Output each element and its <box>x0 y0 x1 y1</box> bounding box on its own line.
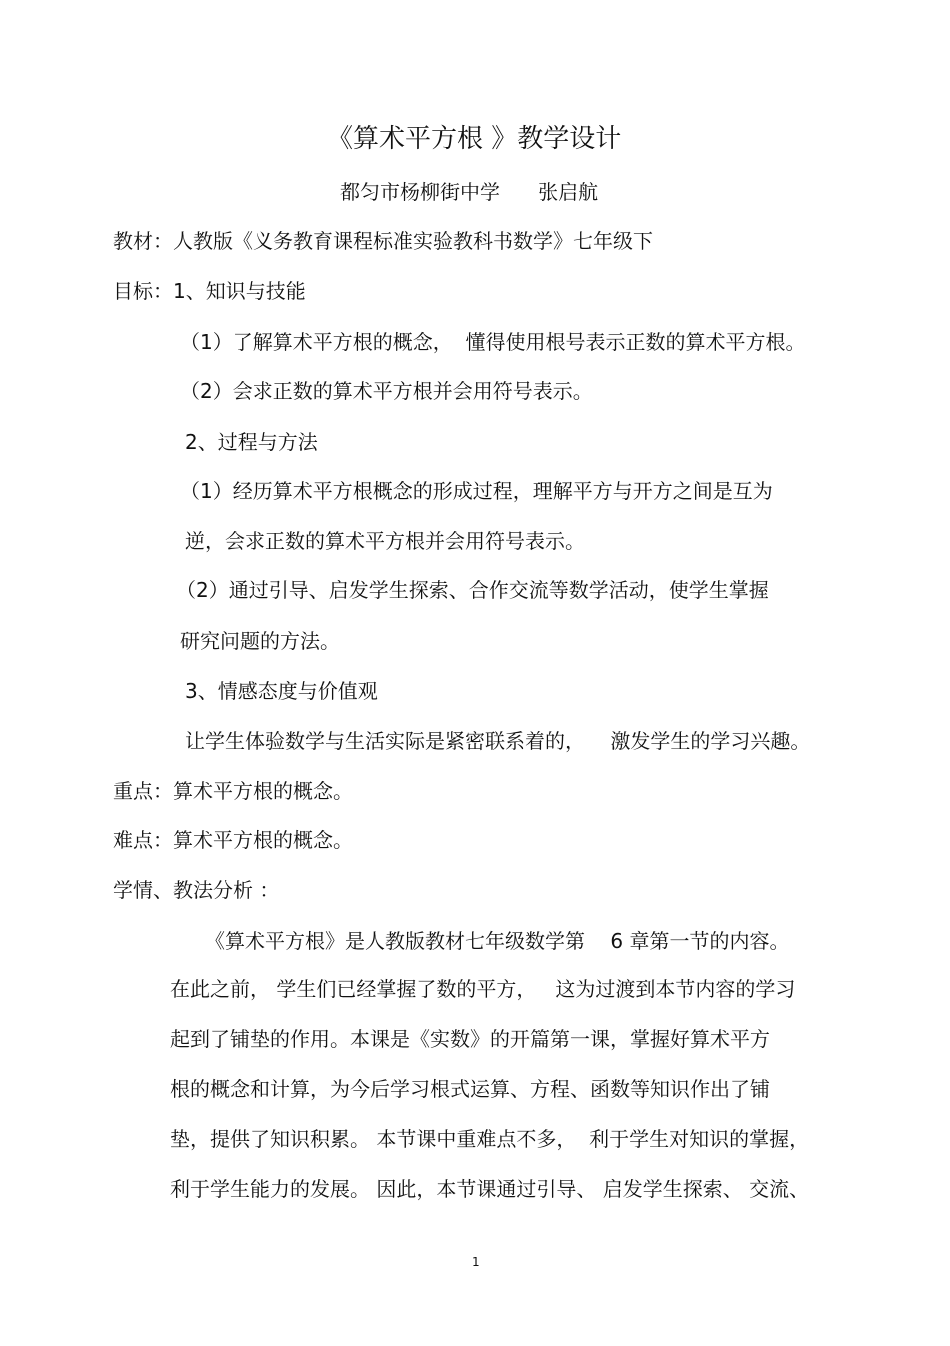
analysis-heading: 学情、教法分析 ： <box>113 878 280 902</box>
objective-3-text: 让学生体验数学与生活实际是紧密联系着的， 激发学生的学习兴趣。 <box>185 729 811 753</box>
analysis-paragraph-line-1: 《算术平方根》是人教版教材七年级数学第 6 章第一节的内容。 <box>205 929 790 953</box>
textbook-line: 教材：人教版《义务教育课程标准实验教科书数学》七年级下 <box>113 229 653 253</box>
objective-2-2-line-1: （2）通过引导、启发学生探索、合作交流等数学活动，使学生掌握 <box>176 578 769 602</box>
author-line: 都匀市杨柳街中学 张启航 <box>340 180 599 204</box>
analysis-paragraph-line-3: 起到了铺垫的作用。本课是《实数》的开篇第一课，掌握好算术平方 <box>170 1027 770 1051</box>
objectives-3-heading: 3、情感态度与价值观 <box>185 679 378 703</box>
objective-1-2: （2）会求正数的算术平方根并会用符号表示。 <box>180 379 593 403</box>
analysis-paragraph-line-5: 垫，提供了知识积累。 本节课中重难点不多， 利于学生对知识的掌握， <box>170 1127 810 1151</box>
objective-2-1-line-2: 逆，会求正数的算术平方根并会用符号表示。 <box>185 529 585 553</box>
analysis-paragraph-line-4: 根的概念和计算，为今后学习根式运算、方程、函数等知识作出了铺 <box>170 1077 770 1101</box>
difficulty-line: 难点：算术平方根的概念。 <box>113 828 353 852</box>
analysis-paragraph-line-2: 在此之前， 学生们已经掌握了数的平方， 这为过渡到本节内容的学习 <box>170 977 796 1001</box>
objective-2-2-line-2: 研究问题的方法。 <box>180 629 340 653</box>
objective-1-1: （1）了解算术平方根的概念， 懂得使用根号表示正数的算术平方根。 <box>180 330 806 354</box>
analysis-paragraph-line-6: 利于学生能力的发展。 因此，本节课通过引导、 启发学生探索、 交流、 <box>170 1177 810 1201</box>
objectives-heading: 目标：1、知识与技能 <box>113 279 306 303</box>
key-point-line: 重点：算术平方根的概念。 <box>113 779 353 803</box>
objectives-2-heading: 2、过程与方法 <box>185 430 318 454</box>
page-number: 1 <box>472 1255 480 1269</box>
document-title: 《算术平方根 》教学设计 <box>327 124 622 154</box>
objective-2-1-line-1: （1）经历算术平方根概念的形成过程，理解平方与开方之间是互为 <box>180 479 773 503</box>
